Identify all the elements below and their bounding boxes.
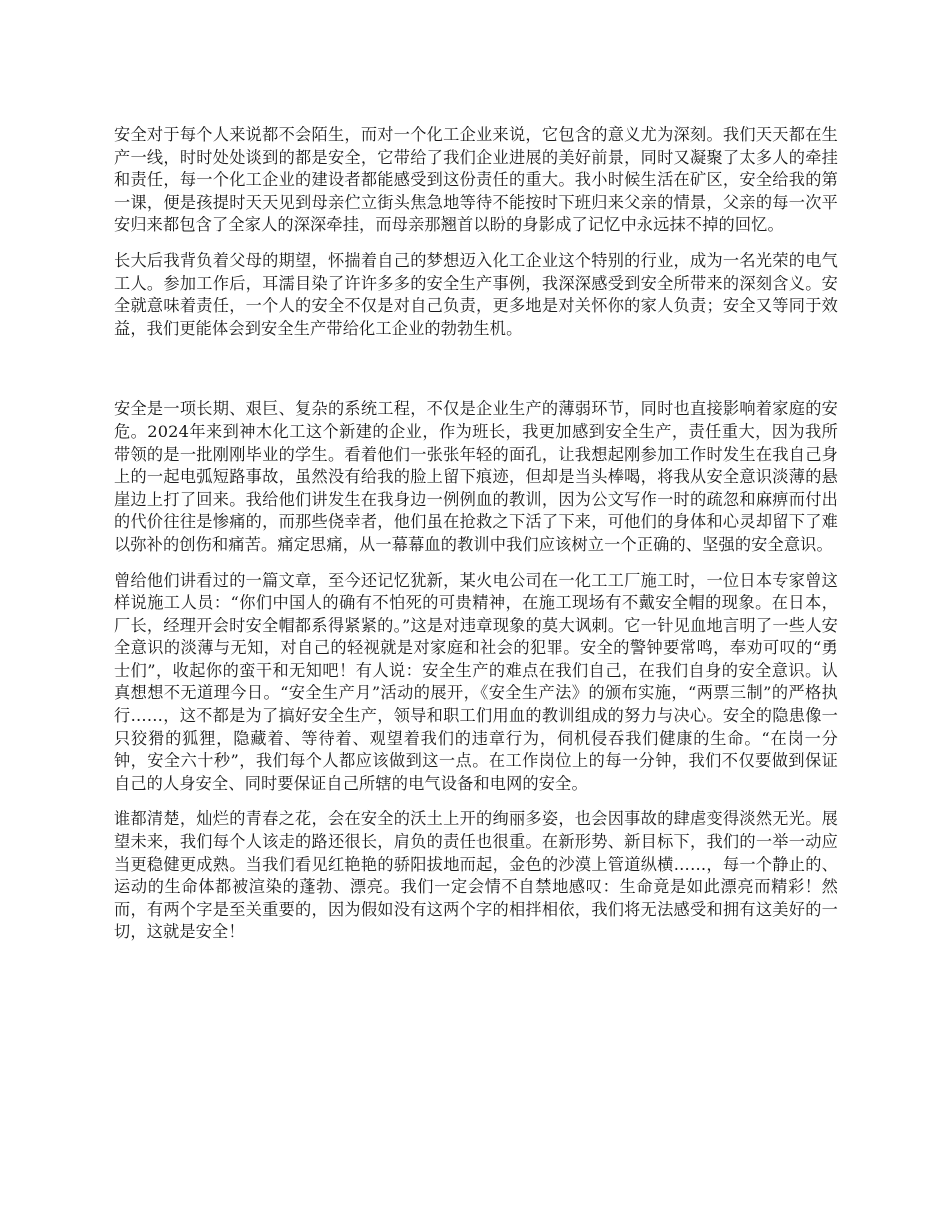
paragraph-1: 安全对于每个人来说都不会陌生，而对一个化工企业来说，它包含的意义尤为深刻。我们天天都在生产一线，时时处处谈到的都是安全，它带给了我们企业进展的美好前景，同时又凝聚了太多人的牵挂和责任，每一个化工企业的建设者都能感受到这份责任的重大。我小时候生活在矿区，安全给我的第一课，便是孩提时天天见到母亲伫立街头焦急地等待不能按时下班归来父亲的情景，父亲的每一次平安归来都包含了全家人的深深牵挂，而母亲那翘首以盼的身影成了记忆中永远抹不掉的回忆。 — [114, 125, 838, 235]
paragraph-4: 曾给他们讲看过的一篇文章，至今还记忆犹新，某火电公司在一化工工厂施工时，一位日本专家曾这样说施工人员：“你们中国人的确有不怕死的可贵精神，在施工现场有不戴安全帽的现象。在日本，厂长，经理开会时安全帽都系得紧紧的。”这是对违章现象的莫大讽刺。它一针见血地言明了一些人安全意识的淡薄与无知，对自己的轻视就是对家庭和社会的犯罪。安全的警钟要常鸣，奉劝可叹的“勇士们”，收起你的蛮干和无知吧！有人说：安全生产的难点在我们自己，在我们自身的安全意识。认真想想不无道理今日。“安全生产月”活动的展开，《安全生产法》的颁布实施，“两票三制”的严格执行……，这不都是为了搞好安全生产，领导和职工们用血的教训组成的努力与决心。安全的隐患像一只狡猾的狐狸，隐藏着、等待着、观望着我们的违章行为，伺机侵吞我们健康的生命。“在岗一分钟，安全六十秒”，我们每个人都应该做到这一点。在工作岗位上的每一分钟，我们不仅要做到保证自己的人身安全、同时要保证自己所辖的电气设备和电网的安全。 — [114, 570, 839, 793]
paragraph-5: 谁都清楚，灿烂的青春之花，会在安全的沃土上开的绚丽多姿，也会因事故的肆虐变得淡然无光。展望未来，我们每个人该走的路还很长，肩负的责任也很重。在新形势、新目标下，我们的一举一动应当更稳健更成熟。当我们看见红艳艳的骄阳拔地而起，金色的沙漠上管道纵横……，每一个静止的、运动的生命体都被渲染的蓬勃、漂亮。我们一定会情不自禁地感叹：生命竟是如此漂亮而精彩！然而，有两个字是至关重要的，因为假如没有这两个字的相拌相依，我们将无法感受和拥有这美好的一切，这就是安全！ — [114, 809, 838, 942]
paragraph-2: 长大后我背负着父母的期望，怀揣着自己的梦想迈入化工企业这个特别的行业，成为一名光荣的电气工人。参加工作后，耳濡目染了许许多多的安全生产事例，我深深感受到安全所带来的深刻含义。安全就意味着责任，一个人的安全不仅是对自己负责，更多地是对关怀你的家人负责；安全又等同于效益，我们更能体会到安全生产带给化工企业的勃勃生机。 — [114, 250, 838, 338]
document-page — [114, 124, 838, 957]
paragraph-3: 安全是一项长期、艰巨、复杂的系统工程，不仅是企业生产的薄弱环节，同时也直接影响着家庭的安危。2024年来到神木化工这个新建的企业，作为班长，我更加感到安全生产，责任重大，因为我所带领的是一批刚刚毕业的学生。看着他们一张张年轻的面孔，让我想起刚参加工作时发生在我自己身上的一起电弧短路事故，虽然没有给我的脸上留下痕迹，但却是当头棒喝，将我从安全意识淡薄的悬崖边上打了回来。我给他们讲发生在我身边一例例血的教训，因为公文写作一时的疏忽和麻痹而付出的代价往往是惨痛的，而那些侥幸者，他们虽在抢救之下活了下来，可他们的身体和心灵却留下了难以弥补的创伤和痛苦。痛定思痛，从一幕幕血的教训中我们应该树立一个正确的、坚强的安全意识。 — [114, 399, 838, 554]
